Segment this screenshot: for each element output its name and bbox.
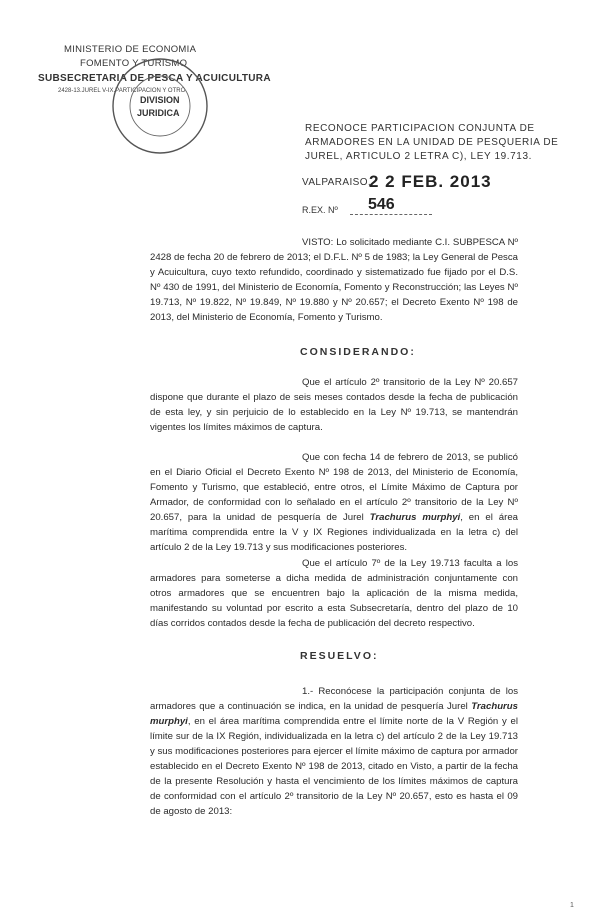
resuelvo-paragraph-1 [150, 684, 518, 819]
considerando-paragraph-2 [150, 450, 518, 555]
rex-label: R.EX. Nº [302, 205, 338, 215]
subject-line: ARMADORES EN LA UNIDAD DE PESQUERIA DE [305, 137, 559, 148]
considerando-2-rest: , en el área marítima comprendida entre la V y IX Regiones individualizada en la letra c) del artículo 2 de la Ley 19.713 y sus modificaciones posteriores. [150, 512, 518, 553]
species-name: Trachurus murphyi [150, 701, 518, 727]
ministry-name: MINISTERIO DE ECONOMIA [64, 44, 197, 55]
date-stamp: 2 2 FEB. 2013 [369, 172, 492, 191]
rex-underline [350, 214, 432, 215]
reference-code: 2428-13.JUREL V-IX.PARTICIPACION Y OTRO [58, 88, 186, 94]
resuelvo-1-text: 1.- Reconócese la participación conjunta de los armadores que a continuación se indica, en la unidad de pesquería Jurel [150, 686, 518, 712]
resolution-subject [305, 122, 575, 164]
subsecretaria-name: SUBSECRETARIA DE PESCA Y ACUICULTURA [38, 73, 271, 84]
considerando-paragraph-1: Que el artículo 2º transitorio de la Ley Nº 20.657 dispone que durante el plazo de seis meses contados desde la fecha de publicación de esta ley, y sin perjuicio de lo establecido en la Ley Nº 19.713, se mantendrán vigentes los límites máximos de captura. [150, 377, 518, 433]
considerando-paragraph-3: Que el artículo 7º de la Ley 19.713 faculta a los armadores para someterse a dicha medida de administración conjuntamente con otros armadores que se encuentren bajo la aplicación de la misma medida, manifestando su voluntad por escrito a esta Subsecretaría, dentro del plazo de 10 días corridos contados desde la fecha de publicación del decreto respectivo. [150, 558, 518, 629]
seal-juridica-text: JURIDICA [137, 108, 180, 118]
subject-line: JUREL, ARTICULO 2 LETRA C), LEY 19.713. [305, 151, 533, 162]
subject-line: RECONOCE PARTICIPACION CONJUNTA DE [305, 123, 535, 134]
division-juridica-seal [110, 56, 210, 156]
rex-number: 546 [368, 196, 395, 213]
considerando-2-text: Que con fecha 14 de febrero de 2013, se publicó en el Diario Oficial el Decreto Exento Nº 198 de 2013, del Ministerio de Economía, Fomento y Turismo, que estableció, entre otros, el Límite Máximo de Captura por Armador, de conformidad con lo señalado en el artículo 2º transitorio de la Ley Nº 20.657, para la unidad de pesquería de Jurel [150, 452, 518, 523]
ministry-line2: FOMENTO Y TURISMO [80, 58, 188, 69]
page-number: 1 [570, 902, 574, 909]
dateline-city: VALPARAISO, [302, 177, 372, 188]
resuelvo-1-rest: , en el área marítima comprendida entre el límite norte de la V Región y el límite sur de la IX Región, individualizada en la letra c) del artículo 2 de la Ley 19.713 y sus modificaciones posteriores para ejercer el límite máximo de captura por armador establecido en el Decreto Exento Nº 198 de 2013, citado en Visto, a partir de la fecha de la presente Resolución y hasta el vencimiento de los límites máximos de captura de conformidad con el artículo 2º transitorio de la Ley Nº 20.657, esto es hasta el 09 de agosto de 2013: [150, 716, 518, 817]
species-name: Trachurus murphyi [369, 512, 461, 523]
visto-paragraph: VISTO: Lo solicitado mediante C.I. SUBPESCA Nº 2428 de fecha 20 de febrero de 2013; el D.F.L. Nº 5 de 1983; la Ley General de Pesca y Acuicultura, cuyo texto refundido, coordinado y sistematizado fue fijado por el D.S. Nº 430 de 1991, del Ministerio de Economía, Fomento y Reconstrucción; las Leyes Nº 19.713, Nº 19.822, Nº 19.849, Nº 19.880 y Nº 20.657; el Decreto Exento Nº 198 de 2013, del Ministerio de Economía, Fomento y Turismo. [150, 237, 518, 323]
considerando-heading: CONSIDERANDO: [300, 346, 416, 358]
seal-division-text: DIVISION [140, 95, 180, 105]
resuelvo-heading: RESUELVO: [300, 650, 379, 662]
